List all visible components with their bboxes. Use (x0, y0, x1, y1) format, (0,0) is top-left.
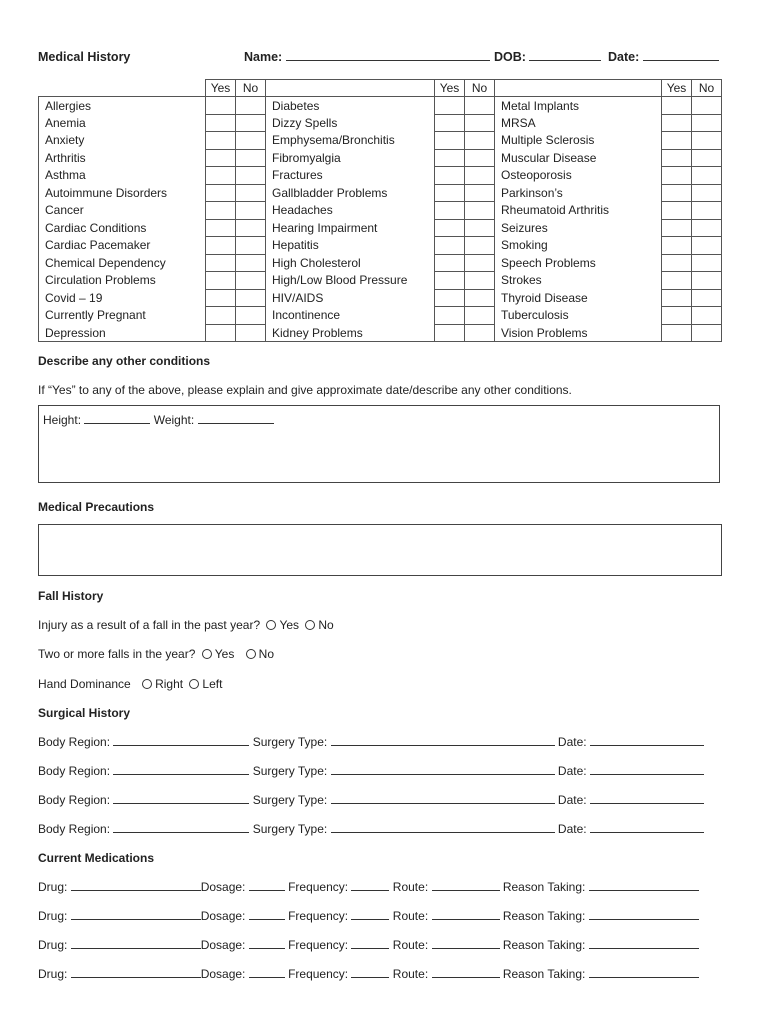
condition-no-checkbox[interactable] (236, 202, 266, 220)
surgery-entry-row (38, 822, 704, 836)
condition-no-checkbox[interactable] (692, 132, 722, 150)
condition-label: Allergies (39, 97, 206, 115)
condition-no-checkbox[interactable] (465, 237, 495, 255)
surgery-date-line[interactable] (590, 822, 704, 833)
fall-injury-yes-label: Yes (279, 618, 300, 632)
dob-field[interactable] (494, 50, 601, 64)
condition-label: Metal Implants (495, 97, 662, 115)
surgery-type-label: Surgery Type: (252, 735, 328, 749)
condition-label: Multiple Sclerosis (495, 132, 662, 150)
condition-no-checkbox[interactable] (692, 324, 722, 342)
header-blank-cell (495, 80, 662, 97)
condition-yes-checkbox[interactable] (662, 97, 692, 115)
surgery-date-label: Date: (557, 822, 587, 836)
dosage-label: Dosage: (200, 880, 246, 894)
condition-no-checkbox[interactable] (465, 307, 495, 325)
condition-row (39, 237, 722, 255)
hand-dominance-question: Hand Dominance (38, 677, 131, 691)
condition-label: HIV/AIDS (266, 289, 435, 307)
condition-label: Gallbladder Problems (266, 184, 435, 202)
condition-row (39, 184, 722, 202)
two-falls-yes-label: Yes (214, 647, 235, 661)
condition-no-checkbox[interactable] (465, 202, 495, 220)
condition-label: Smoking (495, 237, 662, 255)
surgery-entry-row (38, 793, 704, 807)
date-line[interactable] (643, 50, 719, 61)
condition-yes-checkbox[interactable] (662, 114, 692, 132)
condition-no-checkbox[interactable] (465, 184, 495, 202)
condition-label: Seizures (495, 219, 662, 237)
name-label: Name: (244, 50, 283, 64)
yes-column-header: Yes (662, 80, 692, 97)
height-label: Height: (43, 413, 82, 427)
condition-yes-checkbox[interactable] (662, 324, 692, 342)
condition-yes-checkbox[interactable] (206, 272, 236, 290)
surgery-date-line[interactable] (590, 735, 704, 746)
hand-right-radio[interactable] (142, 679, 152, 689)
condition-no-checkbox[interactable] (236, 324, 266, 342)
condition-yes-checkbox[interactable] (662, 237, 692, 255)
surgery-type-line[interactable] (331, 822, 555, 833)
condition-label: Osteoporosis (495, 167, 662, 185)
frequency-label: Frequency: (288, 938, 349, 952)
condition-label: Headaches (266, 202, 435, 220)
fall-injury-yes-radio[interactable] (266, 620, 276, 630)
condition-yes-checkbox[interactable] (435, 254, 465, 272)
condition-no-checkbox[interactable] (692, 184, 722, 202)
condition-yes-checkbox[interactable] (662, 167, 692, 185)
route-label: Route: (392, 967, 429, 981)
reason-line[interactable] (589, 909, 699, 920)
yes-column-header: Yes (435, 80, 465, 97)
condition-yes-checkbox[interactable] (435, 324, 465, 342)
condition-no-checkbox[interactable] (236, 132, 266, 150)
condition-yes-checkbox[interactable] (206, 254, 236, 272)
two-falls-no-radio[interactable] (246, 649, 256, 659)
condition-yes-checkbox[interactable] (435, 272, 465, 290)
weight-label: Weight: (153, 413, 195, 427)
condition-no-checkbox[interactable] (692, 97, 722, 115)
header-blank-cell (39, 80, 206, 97)
surgery-type-line[interactable] (331, 735, 555, 746)
condition-no-checkbox[interactable] (236, 114, 266, 132)
body-region-label: Body Region: (38, 735, 111, 749)
surgery-entry-row (38, 764, 704, 778)
condition-no-checkbox[interactable] (236, 307, 266, 325)
two-falls-row (38, 647, 274, 661)
hand-left-radio[interactable] (189, 679, 199, 689)
condition-label: High Cholesterol (266, 254, 435, 272)
two-falls-question: Two or more falls in the year? (38, 647, 196, 661)
precautions-box[interactable] (38, 524, 722, 576)
condition-label: Incontinence (266, 307, 435, 325)
condition-yes-checkbox[interactable] (206, 167, 236, 185)
condition-label: Parkinson’s (495, 184, 662, 202)
condition-yes-checkbox[interactable] (662, 272, 692, 290)
condition-no-checkbox[interactable] (692, 254, 722, 272)
surgery-entry-row (38, 735, 704, 749)
surgery-type-line[interactable] (331, 793, 555, 804)
surgery-date-line[interactable] (590, 793, 704, 804)
drug-line[interactable] (71, 909, 201, 920)
condition-yes-checkbox[interactable] (435, 149, 465, 167)
condition-label: Anxiety (39, 132, 206, 150)
condition-row (39, 324, 722, 342)
condition-label: Vision Problems (495, 324, 662, 342)
condition-yes-checkbox[interactable] (435, 307, 465, 325)
hand-dominance-row (38, 677, 222, 691)
dob-line[interactable] (529, 50, 601, 61)
hand-left-label: Left (202, 677, 223, 691)
condition-no-checkbox[interactable] (692, 289, 722, 307)
body-region-line[interactable] (113, 822, 249, 833)
condition-no-checkbox[interactable] (692, 167, 722, 185)
reason-line[interactable] (589, 938, 699, 949)
condition-label: Hearing Impairment (266, 219, 435, 237)
condition-no-checkbox[interactable] (692, 149, 722, 167)
route-label: Route: (392, 938, 429, 952)
condition-row (39, 97, 722, 115)
surgery-type-label: Surgery Type: (252, 822, 328, 836)
medication-entry-row (38, 909, 699, 923)
dosage-line[interactable] (249, 938, 285, 949)
condition-label: Arthritis (39, 149, 206, 167)
dob-label: DOB: (494, 50, 526, 64)
reason-label: Reason Taking: (502, 938, 586, 952)
body-region-label: Body Region: (38, 764, 111, 778)
condition-yes-checkbox[interactable] (662, 289, 692, 307)
condition-label: Fractures (266, 167, 435, 185)
condition-no-checkbox[interactable] (692, 307, 722, 325)
condition-label: Cardiac Conditions (39, 219, 206, 237)
condition-label: Cardiac Pacemaker (39, 237, 206, 255)
dosage-line[interactable] (249, 909, 285, 920)
condition-yes-checkbox[interactable] (662, 254, 692, 272)
route-line[interactable] (432, 880, 500, 891)
no-column-header: No (465, 80, 495, 97)
condition-yes-checkbox[interactable] (206, 132, 236, 150)
condition-label: Depression (39, 324, 206, 342)
height-line[interactable] (84, 413, 150, 424)
date-label: Date: (608, 50, 640, 64)
condition-yes-checkbox[interactable] (662, 219, 692, 237)
condition-no-checkbox[interactable] (692, 202, 722, 220)
condition-yes-checkbox[interactable] (662, 132, 692, 150)
condition-no-checkbox[interactable] (465, 289, 495, 307)
frequency-line[interactable] (351, 967, 389, 978)
frequency-line[interactable] (351, 938, 389, 949)
route-label: Route: (392, 880, 429, 894)
condition-row (39, 114, 722, 132)
medication-entry-row (38, 967, 699, 981)
hand-right-label: Right (155, 677, 184, 691)
yes-column-header: Yes (206, 80, 236, 97)
condition-yes-checkbox[interactable] (435, 219, 465, 237)
frequency-label: Frequency: (288, 909, 349, 923)
condition-no-checkbox[interactable] (465, 219, 495, 237)
condition-no-checkbox[interactable] (692, 272, 722, 290)
table-header-row (39, 80, 722, 97)
reason-line[interactable] (589, 967, 699, 978)
condition-label: Circulation Problems (39, 272, 206, 290)
condition-yes-checkbox[interactable] (435, 237, 465, 255)
reason-line[interactable] (589, 880, 699, 891)
condition-yes-checkbox[interactable] (206, 114, 236, 132)
condition-row (39, 167, 722, 185)
condition-yes-checkbox[interactable] (662, 307, 692, 325)
drug-label: Drug: (38, 967, 68, 981)
route-label: Route: (392, 909, 429, 923)
dosage-line[interactable] (249, 880, 285, 891)
condition-yes-checkbox[interactable] (435, 184, 465, 202)
condition-row (39, 307, 722, 325)
other-conditions-heading: Describe any other conditions (38, 354, 211, 368)
condition-no-checkbox[interactable] (236, 289, 266, 307)
condition-label: Asthma (39, 167, 206, 185)
condition-no-checkbox[interactable] (236, 184, 266, 202)
surgery-type-label: Surgery Type: (252, 793, 328, 807)
condition-label: Tuberculosis (495, 307, 662, 325)
weight-line[interactable] (198, 413, 274, 424)
surgery-date-line[interactable] (590, 764, 704, 775)
dosage-label: Dosage: (200, 967, 246, 981)
frequency-line[interactable] (351, 880, 389, 891)
condition-no-checkbox[interactable] (236, 149, 266, 167)
condition-no-checkbox[interactable] (236, 272, 266, 290)
other-conditions-box[interactable] (38, 405, 720, 483)
condition-yes-checkbox[interactable] (435, 289, 465, 307)
surgery-type-line[interactable] (331, 764, 555, 775)
condition-no-checkbox[interactable] (692, 114, 722, 132)
condition-no-checkbox[interactable] (236, 219, 266, 237)
condition-yes-checkbox[interactable] (662, 202, 692, 220)
conditions-table (38, 79, 722, 342)
precautions-heading: Medical Precautions (38, 500, 155, 514)
body-region-line[interactable] (113, 764, 249, 775)
condition-label: Thyroid Disease (495, 289, 662, 307)
condition-yes-checkbox[interactable] (206, 324, 236, 342)
body-region-line[interactable] (113, 793, 249, 804)
condition-label: Currently Pregnant (39, 307, 206, 325)
dosage-label: Dosage: (200, 938, 246, 952)
condition-yes-checkbox[interactable] (435, 202, 465, 220)
condition-label: Anemia (39, 114, 206, 132)
condition-yes-checkbox[interactable] (662, 149, 692, 167)
condition-label: Hepatitis (266, 237, 435, 255)
condition-no-checkbox[interactable] (465, 149, 495, 167)
condition-label: Covid – 19 (39, 289, 206, 307)
dosage-label: Dosage: (200, 909, 246, 923)
drug-line[interactable] (71, 938, 201, 949)
dosage-line[interactable] (249, 967, 285, 978)
condition-yes-checkbox[interactable] (206, 184, 236, 202)
condition-no-checkbox[interactable] (465, 272, 495, 290)
fall-injury-row (38, 618, 334, 632)
condition-row (39, 254, 722, 272)
condition-yes-checkbox[interactable] (435, 97, 465, 115)
name-field[interactable] (244, 50, 490, 64)
condition-label: Autoimmune Disorders (39, 184, 206, 202)
name-line[interactable] (286, 50, 490, 61)
condition-no-checkbox[interactable] (236, 97, 266, 115)
form-title: Medical History (38, 50, 131, 64)
header-blank-cell (266, 80, 435, 97)
condition-yes-checkbox[interactable] (206, 149, 236, 167)
surgery-date-label: Date: (557, 735, 587, 749)
condition-no-checkbox[interactable] (465, 132, 495, 150)
condition-no-checkbox[interactable] (692, 237, 722, 255)
condition-label: Speech Problems (495, 254, 662, 272)
condition-row (39, 289, 722, 307)
condition-label: Fibromyalgia (266, 149, 435, 167)
other-conditions-instruction: If “Yes” to any of the above, please explain and give approximate date/describe any other conditions. (38, 383, 572, 397)
condition-yes-checkbox[interactable] (435, 132, 465, 150)
surgery-type-label: Surgery Type: (252, 764, 328, 778)
drug-line[interactable] (71, 967, 201, 978)
condition-row (39, 219, 722, 237)
frequency-label: Frequency: (288, 967, 349, 981)
body-region-label: Body Region: (38, 793, 111, 807)
condition-row (39, 149, 722, 167)
no-column-header: No (692, 80, 722, 97)
condition-label: Muscular Disease (495, 149, 662, 167)
medication-entry-row (38, 938, 699, 952)
condition-no-checkbox[interactable] (236, 237, 266, 255)
condition-row (39, 132, 722, 150)
condition-label: Cancer (39, 202, 206, 220)
reason-label: Reason Taking: (502, 909, 586, 923)
condition-label: Rheumatoid Arthritis (495, 202, 662, 220)
condition-no-checkbox[interactable] (236, 254, 266, 272)
surgical-history-heading: Surgical History (38, 706, 131, 720)
condition-yes-checkbox[interactable] (206, 289, 236, 307)
condition-yes-checkbox[interactable] (435, 167, 465, 185)
condition-label: Strokes (495, 272, 662, 290)
condition-row (39, 272, 722, 290)
surgery-date-label: Date: (557, 793, 587, 807)
two-falls-yes-radio[interactable] (202, 649, 212, 659)
drug-label: Drug: (38, 880, 68, 894)
no-column-header: No (236, 80, 266, 97)
condition-yes-checkbox[interactable] (662, 184, 692, 202)
medications-heading: Current Medications (38, 851, 155, 865)
drug-label: Drug: (38, 909, 68, 923)
frequency-line[interactable] (351, 909, 389, 920)
medication-entry-row (38, 880, 699, 894)
fall-history-heading: Fall History (38, 589, 104, 603)
body-region-label: Body Region: (38, 822, 111, 836)
condition-label: MRSA (495, 114, 662, 132)
two-falls-no-label: No (258, 647, 275, 661)
condition-no-checkbox[interactable] (465, 97, 495, 115)
body-region-line[interactable] (113, 735, 249, 746)
condition-no-checkbox[interactable] (692, 219, 722, 237)
drug-label: Drug: (38, 938, 68, 952)
condition-yes-checkbox[interactable] (206, 97, 236, 115)
condition-label: Diabetes (266, 97, 435, 115)
reason-label: Reason Taking: (502, 880, 586, 894)
drug-line[interactable] (71, 880, 201, 891)
condition-label: Emphysema/Bronchitis (266, 132, 435, 150)
fall-injury-question: Injury as a result of a fall in the past year? (38, 618, 261, 632)
condition-row (39, 202, 722, 220)
condition-yes-checkbox[interactable] (206, 202, 236, 220)
condition-yes-checkbox[interactable] (435, 114, 465, 132)
surgery-date-label: Date: (557, 764, 587, 778)
route-line[interactable] (432, 909, 500, 920)
condition-yes-checkbox[interactable] (206, 307, 236, 325)
condition-no-checkbox[interactable] (236, 167, 266, 185)
condition-yes-checkbox[interactable] (206, 237, 236, 255)
condition-no-checkbox[interactable] (465, 114, 495, 132)
condition-no-checkbox[interactable] (465, 167, 495, 185)
frequency-label: Frequency: (288, 880, 349, 894)
condition-label: Chemical Dependency (39, 254, 206, 272)
condition-label: Dizzy Spells (266, 114, 435, 132)
height-weight-row (43, 413, 274, 427)
condition-yes-checkbox[interactable] (206, 219, 236, 237)
route-line[interactable] (432, 967, 500, 978)
condition-no-checkbox[interactable] (465, 324, 495, 342)
fall-injury-no-radio[interactable] (305, 620, 315, 630)
reason-label: Reason Taking: (502, 967, 586, 981)
fall-injury-no-label: No (318, 618, 334, 632)
date-field[interactable] (608, 50, 719, 64)
condition-label: High/Low Blood Pressure (266, 272, 435, 290)
condition-label: Kidney Problems (266, 324, 435, 342)
condition-no-checkbox[interactable] (465, 254, 495, 272)
route-line[interactable] (432, 938, 500, 949)
